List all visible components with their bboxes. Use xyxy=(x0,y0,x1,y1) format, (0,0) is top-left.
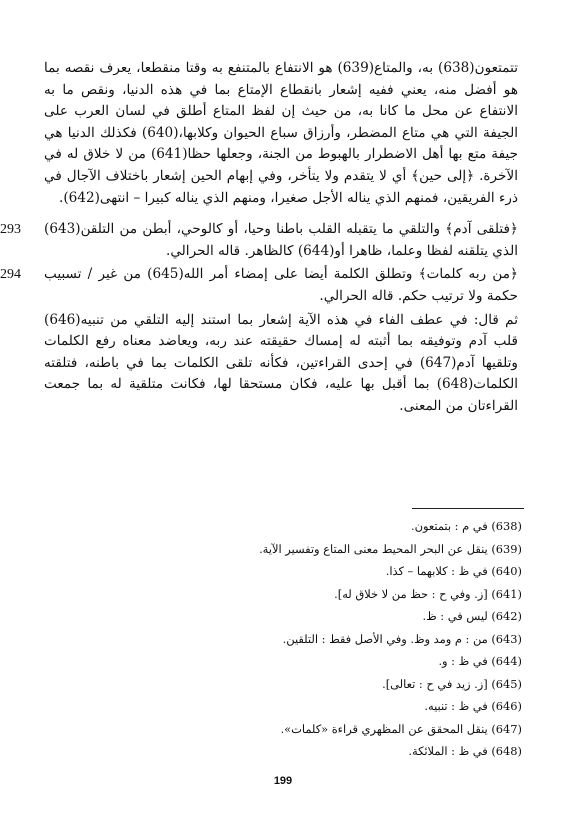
item-number: 293 xyxy=(0,222,21,238)
footnote-646: (646) في ظ : تنبيه. xyxy=(424,699,522,713)
footnotes-list xyxy=(150,515,522,763)
footnote-642: (642) ليس في : ظ. xyxy=(422,609,522,623)
item-text: ﴿فتلقى آدم﴾ والتلقي ما يتقبله القلب باطنا وحيا، أو كالوحي، أبطن من التلقن(643) الذي يتلقنه لفظا وعلما، ظاهرا أو(644) كالظاهر. قاله الحرالي. xyxy=(44,221,518,259)
item-number: 294 xyxy=(0,267,21,283)
footnote-643: (643) من : م ومد وظ. وفي الأصل فقط : التلقين. xyxy=(282,631,522,646)
page-number: 199 xyxy=(273,775,293,787)
numbered-item-293 xyxy=(0,219,518,262)
footnote-separator xyxy=(412,508,524,509)
footnote-638: (638) في م : بتمتعون. xyxy=(411,519,522,533)
footnote-648: (648) في ظ : الملائكة. xyxy=(408,744,522,758)
body-paragraph: تتمتعون(638) به، والمتاع(639) هو الانتفاع بالمتنفع به وقتا منقطعا، يعرف نقصه بما هو أفضل منه، يعني ففيه إشعار بانقطاع الإمتاع بما في هذه الدنيا، ونقص ما به الانتفاع عن محل ما كانا به، من حيث إن لفظ المتاع أطلق في لسان العرب على الجيفة التي هي متاع المضطر، وأرزاق سباع الحيوان وكلابها،(640) فكذلك الدنيا هي جيفة متع بها أهل الاضطرار بالهبوط من الجنة، وجعلها حظا(641) من لا خلاق له في الآخرة. ﴿إلى حين﴾ أي لا يتقدم ولا يتأخر، وفي إبهام الحين إشعار باختلاف الآجال في ذرء الفريقين، فمنهم الذي يناله الأجل صغيرا، ومنهم الذي يناله كبيرا – انتهى(642). xyxy=(44,60,518,206)
footnote-640: (640) في ظ : كلابهما – كذا. xyxy=(385,564,522,578)
closing-paragraph: ثم قال: في عطف الفاء في هذه الآية إشعار بما استند إليه التلقي من تنبيه(646) قلب آدم وتوفيقه بما أثبته له إمساك حقيقته عند ربه، ويعاضد معناه رفع الكلمات وتلقيها آدم(647) في إحدى القراءتين، فكأنه تلقى الكلمات بما في باطنه، فتلقته الكلمات(648) بما أقبل بها عليه، فكان مستحقا لها، فكانت متلقية له بما جمعت القراءتان من المعنى. xyxy=(44,311,518,414)
footnote-644: (644) في ظ : و. xyxy=(438,654,522,668)
numbered-item-294 xyxy=(0,264,518,307)
main-text-block xyxy=(0,58,518,418)
item-text: ﴿من ربه كلمات﴾ وتطلق الكلمة أيضا على إمضاء أمر الله(645) من غير / تسبيب حكمة ولا ترتيب حكم. قاله الحرالي. xyxy=(44,266,518,304)
footnote-645: (645) [ز. زيد في ح : تعالى]. xyxy=(382,676,522,691)
footnote-641: (641) [ز. وفي ح : حظ من لا خلاق له]. xyxy=(334,586,522,601)
footnote-647: (647) ينقل المحقق عن المظهري قراءة «كلمات». xyxy=(280,721,522,736)
footnote-639: (639) ينقل عن البحر المحيط معنى المتاع وتفسير الآية. xyxy=(259,541,522,556)
